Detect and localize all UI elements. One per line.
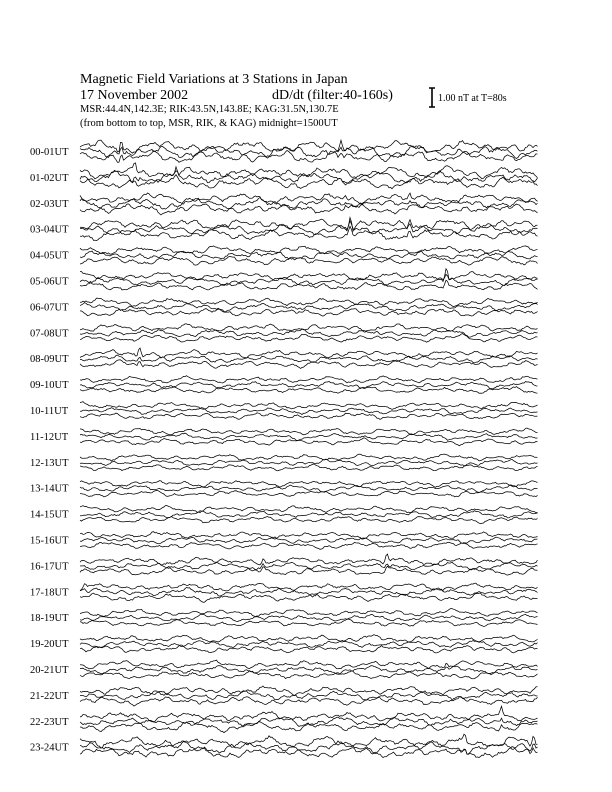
- hour-label: 18-19UT: [30, 613, 69, 625]
- trace-kag: [80, 348, 538, 358]
- chart-quantity: dD/dt (filter:40-160s): [272, 88, 393, 103]
- trace-msr: [80, 747, 538, 758]
- hour-label: 07-08UT: [30, 328, 69, 340]
- trace-rik: [80, 614, 538, 621]
- trace-kag: [80, 454, 538, 461]
- hour-label: 19-20UT: [30, 639, 69, 651]
- trace-rik: [80, 562, 538, 571]
- trace-kag: [80, 532, 538, 540]
- trace-kag: [80, 246, 538, 256]
- trace-msr: [80, 175, 538, 189]
- trace-kag: [80, 481, 538, 488]
- trace-rik: [80, 408, 538, 415]
- trace-rik: [80, 485, 538, 493]
- trace-rik: [80, 355, 538, 363]
- hour-label: 12-13UT: [30, 457, 69, 469]
- hour-label: 03-04UT: [30, 224, 69, 236]
- trace-rik: [80, 251, 538, 260]
- trace-kag: [80, 298, 538, 307]
- hour-label: 09-10UT: [30, 380, 69, 392]
- trace-rik: [80, 303, 538, 312]
- trace-msr: [80, 387, 538, 394]
- trace-msr: [80, 619, 538, 626]
- trace-kag: [80, 324, 538, 332]
- chart-title: Magnetic Field Variations at 3 Stations in Japan: [80, 72, 348, 87]
- trace-kag: [80, 635, 538, 642]
- hour-label: 04-05UT: [30, 250, 69, 262]
- hour-label: 20-21UT: [30, 665, 69, 676]
- trace-msr: [80, 438, 538, 446]
- trace-msr: [80, 517, 538, 524]
- trace-kag: [80, 428, 538, 435]
- trace-kag: [80, 609, 538, 617]
- trace-rik: [80, 666, 538, 675]
- trace-rik: [80, 459, 538, 466]
- trace-rik: [80, 741, 538, 754]
- hour-label: 01-02UT: [30, 172, 69, 184]
- trace-msr: [80, 542, 538, 549]
- hour-label: 08-09UT: [30, 354, 69, 366]
- trace-msr: [80, 464, 538, 471]
- trace-kag: [80, 506, 538, 513]
- trace-kag: [80, 269, 538, 282]
- trace-msr: [80, 671, 538, 679]
- trace-rik: [80, 511, 538, 518]
- scale-bar: [429, 88, 435, 107]
- trace-msr: [80, 280, 538, 290]
- trace-msr: [80, 334, 538, 343]
- trace-msr: [80, 309, 538, 317]
- hour-label: 02-03UT: [30, 198, 69, 210]
- trace-msr: [80, 203, 538, 215]
- hour-label: 15-16UT: [30, 535, 69, 547]
- hour-label: 14-15UT: [30, 509, 69, 521]
- hour-label: 10-11UT: [30, 406, 69, 417]
- trace-msr: [80, 413, 538, 420]
- trace-msr: [80, 697, 538, 707]
- trace-msr: [80, 360, 538, 369]
- trace-msr: [80, 490, 538, 496]
- hour-label: 05-06UT: [30, 276, 69, 288]
- trace-kag: [80, 402, 538, 410]
- chart-date: 17 November 2002: [80, 88, 189, 103]
- hour-label: 13-14UT: [30, 483, 69, 495]
- trace-kag: [80, 583, 538, 591]
- scale-bar-label: 1.00 nT at T=80s: [438, 93, 507, 104]
- trace-rik: [80, 640, 538, 647]
- hour-label: 16-17UT: [30, 561, 69, 573]
- trace-kag: [80, 734, 538, 748]
- hour-label: 06-07UT: [30, 302, 69, 314]
- trace-kag: [80, 554, 538, 565]
- trace-rik: [80, 433, 538, 441]
- hour-label: 11-12UT: [30, 431, 69, 443]
- trace-kag: [80, 376, 538, 383]
- station-coordinates: MSR:44.4N,142.3E; RIK:43.5N,143.8E; KAG:31.5N,130.7E: [80, 104, 339, 115]
- trace-rik: [80, 537, 538, 544]
- hour-label: 00-01UT: [30, 147, 69, 158]
- trace-rik: [80, 146, 538, 159]
- trace-rik: [80, 274, 538, 285]
- trace-kag: [80, 660, 538, 669]
- hour-label: 23-24UT: [30, 742, 69, 754]
- trace-rik: [80, 170, 538, 185]
- hour-label: 22-23UT: [30, 716, 69, 728]
- trace-rik: [80, 717, 538, 726]
- trace-rik: [80, 381, 538, 389]
- hour-label: 21-22UT: [30, 690, 69, 702]
- hour-label: 17-18UT: [30, 587, 69, 599]
- trace-msr: [80, 151, 538, 163]
- trace-kag: [80, 706, 538, 722]
- trace-msr: [80, 566, 538, 575]
- station-order-note: (from bottom to top, MSR, RIK, & KAG) midnight=1500UT: [80, 118, 338, 129]
